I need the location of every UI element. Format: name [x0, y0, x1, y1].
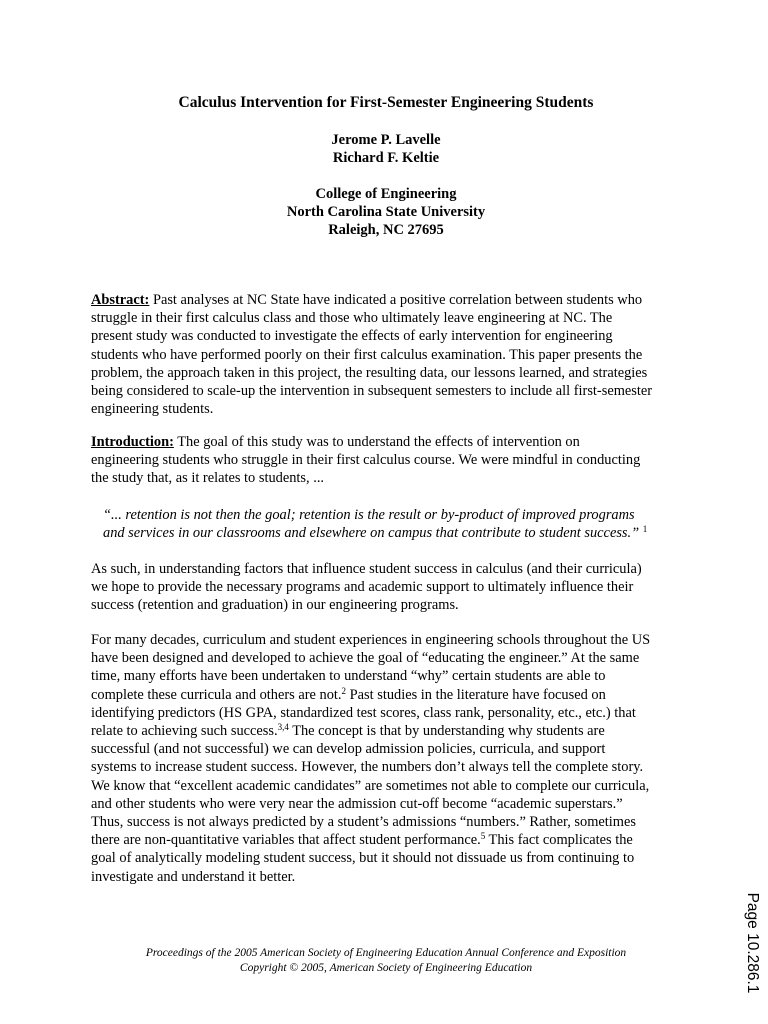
- text-line: students who have performed poorly on their first calculus examination. This paper presents the: [91, 346, 643, 363]
- history-paragraph: [91, 631, 683, 886]
- text-line: identifying predictors (HS GPA, standardized test scores, class rank, personality, etc., etc.) that: [91, 704, 636, 721]
- text-line: investigate and understand it better.: [91, 868, 296, 885]
- text-line: there are non-quantitative variables that affect student performance.$^5$ This fact complicates the: [91, 831, 633, 849]
- text-line: engineering students.: [91, 401, 214, 418]
- text-line: As such, in understanding factors that influence student success in calculus (and their curricula): [91, 561, 642, 577]
- quote-line: and services in our classrooms and elsewhere on campus that contribute to student success.” $^1$: [103, 524, 648, 542]
- author-name: Richard F. Keltie: [332, 150, 440, 166]
- text-line: successful (and not successful) we can develop admission policies, curricula, and support: [91, 741, 606, 758]
- citation-ref: 3,4: [277, 722, 289, 733]
- affiliation-line: North Carolina State University: [286, 204, 486, 220]
- abstract-paragraph: [91, 291, 683, 418]
- text-line: struggle in their first calculus class and those who ultimately leave engineering at NC. The: [91, 310, 613, 327]
- text-line: engineering students who struggle in their first calculus course. We were mindful in conducting: [91, 452, 641, 469]
- text-line: time, many efforts have been undertaken to understand “why” certain students are able to: [91, 668, 606, 685]
- affiliation-line: College of Engineering: [315, 186, 457, 202]
- affiliation-block: [91, 185, 681, 239]
- text-line: problem, the approach taken in this project, the resulting data, our lessons learned, and strategies: [91, 364, 648, 381]
- citation-ref: 5: [480, 831, 486, 842]
- citation-ref: 1: [642, 524, 648, 535]
- page-number: [742, 888, 762, 998]
- text-line: we hope to provide the necessary programs and academic support to ultimately influence their: [91, 579, 634, 596]
- footer-copyright: Copyright © 2005, American Society of Engineering Education: [239, 962, 533, 974]
- text-line: being considered to scale-up the intervention in subsequent semesters to include all first-semester: [91, 383, 653, 400]
- quote-line: “... retention is not then the goal; retention is the result or by-product of improved programs: [103, 507, 635, 523]
- text-line: the study that, as it relates to students, ...: [91, 470, 325, 487]
- text-line: We know that “excellent academic candidates” are sometimes not able to complete our curricula,: [91, 777, 650, 794]
- author-name: Jerome P. Lavelle: [331, 132, 441, 148]
- text-line: complete these curricula and others are not.$^2$ Past studies in the literature have focused on: [91, 685, 606, 703]
- text-line: For many decades, curriculum and student experiences in engineering schools throughout the US: [91, 632, 651, 648]
- text-line: have been designed and developed to achieve the goal of “educating the engineer.” At the same: [91, 650, 640, 667]
- citation-ref: 2: [341, 685, 347, 696]
- text-line: present study was conducted to investigate the effects of early intervention for engineering: [91, 328, 613, 345]
- affiliation-line: Raleigh, NC 27695: [328, 222, 444, 238]
- page-footer: [91, 946, 681, 976]
- as-such-paragraph: [91, 560, 683, 615]
- text-line: Thus, success is not always predicted by a student’s admissions “numbers.” Rather, sometimes: [91, 814, 636, 831]
- footer-proceedings: Proceedings of the 2005 American Society of Engineering Education Annual Conference and Exposition: [145, 947, 627, 959]
- introduction-paragraph: [91, 433, 683, 488]
- text-line: Introduction: The goal of this study was to understand the effects of intervention on: [91, 434, 580, 450]
- block-quote: [103, 506, 683, 542]
- paper-title: Calculus Intervention for First-Semester Engineering Students: [178, 94, 594, 111]
- page-number-label: Page 10.286.1: [744, 892, 761, 994]
- text-line: relate to achieving such success.$^{3,4}$ The concept is that by understanding why students are: [91, 722, 605, 740]
- text-line: and other students who were very near the admission cut-off become “academic superstars.”: [91, 795, 623, 812]
- text-line: Abstract: Past analyses at NC State have indicated a positive correlation between students who: [91, 292, 643, 308]
- text-line: success (retention and graduation) in our engineering programs.: [91, 597, 459, 614]
- text-line: systems to increase student success. However, the numbers don’t always tell the complete story.: [91, 759, 644, 776]
- introduction-heading: Introduction:: [91, 434, 174, 450]
- text-line: goal of analytically modeling student success, but it should not dissuade us from continuing to: [91, 850, 635, 867]
- author-list: [91, 131, 681, 167]
- abstract-heading: Abstract:: [91, 292, 150, 308]
